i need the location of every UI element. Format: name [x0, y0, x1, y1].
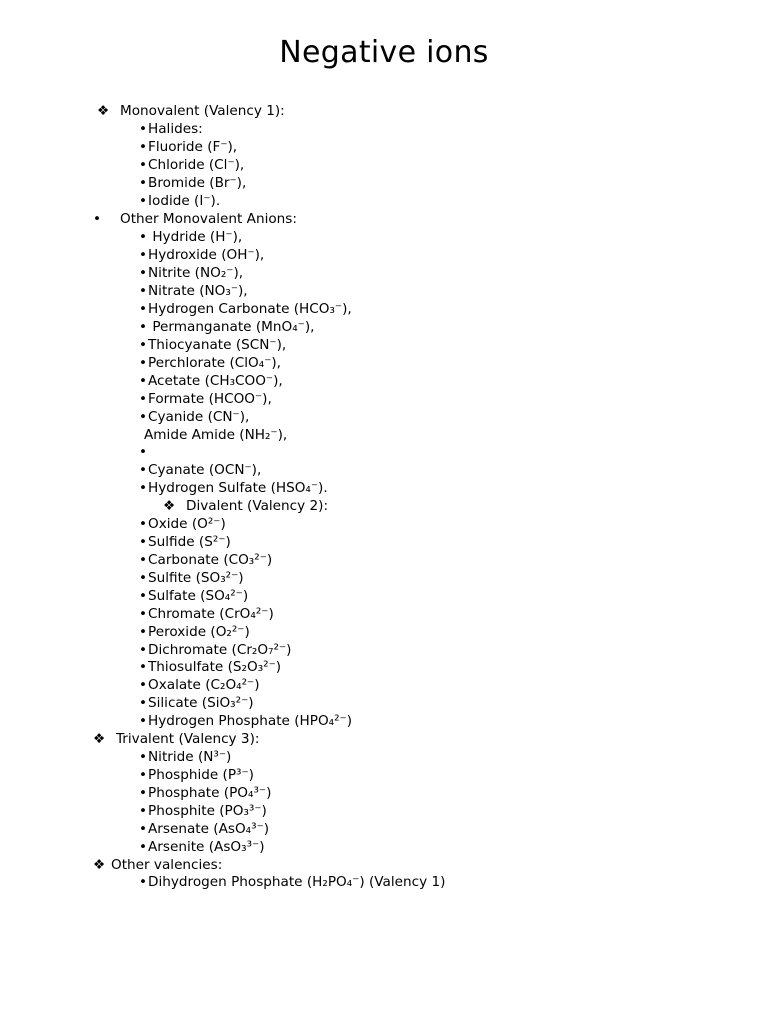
list-item: [139, 372, 283, 390]
list-item-text: Arsenate (AsO₄³⁻): [148, 821, 270, 837]
list-item: [139, 138, 237, 156]
list-item-text: Iodide (I⁻).: [148, 193, 221, 209]
list-item-text: Monovalent (Valency 1):: [120, 103, 285, 119]
bullet-icon: •: [139, 713, 148, 729]
bullet-icon: •: [139, 767, 148, 783]
bullet-icon: •: [139, 355, 148, 371]
list-item-text: Nitrite (NO₂⁻),: [148, 265, 244, 281]
list-item-text: Hydroxide (OH⁻),: [148, 247, 265, 263]
list-item: [139, 551, 272, 569]
list-item-text: Perchlorate (ClO₄⁻),: [148, 355, 282, 371]
list-item: [139, 766, 254, 784]
list-item: [139, 156, 244, 174]
bullet-icon: •: [139, 229, 148, 245]
list-item: [139, 192, 220, 210]
diamond-bullet-icon: ❖: [93, 857, 106, 873]
bullet-icon: •: [139, 480, 148, 496]
list-item-text: Trivalent (Valency 3):: [116, 731, 260, 747]
list-item-text: Hydrogen Phosphate (HPO₄²⁻): [148, 713, 353, 729]
bullet-icon: •: [139, 803, 148, 819]
list-item: [139, 426, 287, 444]
bullet-icon: •: [139, 283, 148, 299]
list-item-text: Carbonate (CO₃²⁻): [148, 552, 273, 568]
bullet-icon: •: [139, 659, 148, 675]
bullet-icon: •: [93, 211, 102, 227]
list-item: [139, 282, 248, 300]
list-item-text: Hydrogen Sulfate (HSO₄⁻).: [148, 480, 328, 496]
bullet-icon: •: [139, 121, 148, 137]
bullet-icon: •: [139, 642, 148, 658]
list-item-text: Nitrate (NO₃⁻),: [148, 283, 248, 299]
bullet-icon: •: [139, 319, 148, 335]
list-item: [139, 873, 445, 891]
bullet-icon: •: [139, 749, 148, 765]
list-item-text: Fluoride (F⁻),: [148, 139, 238, 155]
list-item: [139, 318, 314, 336]
list-item: [139, 676, 260, 694]
bullet-icon: •: [139, 157, 148, 173]
bullet-icon: •: [139, 516, 148, 532]
list-item-text: Other valencies:: [111, 857, 223, 873]
diamond-bullet-icon: ❖: [93, 731, 106, 747]
list-item-text: Cyanide (CN⁻),: [148, 409, 250, 425]
list-item-text: Oxalate (C₂O₄²⁻): [148, 677, 260, 693]
list-item-text: Other Monovalent Anions:: [120, 211, 297, 227]
list-item-text: Oxide (O²⁻): [148, 516, 226, 532]
list-item-text: Sulfate (SO₄²⁻): [148, 588, 249, 604]
list-item-text: Chloride (Cl⁻),: [148, 157, 245, 173]
list-item-text: Silicate (SiO₃²⁻): [148, 695, 254, 711]
list-item: [139, 623, 250, 641]
bullet-icon: •: [139, 552, 148, 568]
list-item-text: Formate (HCOO⁻),: [148, 391, 272, 407]
bullet-icon: •: [139, 606, 148, 622]
list-item: [139, 641, 291, 659]
bullet-icon: •: [139, 337, 148, 353]
bullet-icon: •: [139, 785, 148, 801]
list-item-text: Chromate (CrO₄²⁻): [148, 606, 274, 622]
list-item-text: Sulfite (SO₃²⁻): [148, 570, 244, 586]
bullet-icon: •: [139, 624, 148, 640]
list-item: [139, 694, 254, 712]
list-item-text: Cyanate (OCN⁻),: [148, 462, 262, 478]
list-item: [139, 408, 249, 426]
list-item-text: Nitride (N³⁻): [148, 749, 232, 765]
list-item: [139, 264, 243, 282]
list-item-text: Dichromate (Cr₂O₇²⁻): [148, 642, 292, 658]
bullet-icon: •: [139, 373, 148, 389]
list-item-text: Amide Amide (NH₂⁻),: [144, 427, 288, 443]
bullet-icon: •: [139, 409, 148, 425]
list-item: [139, 300, 352, 318]
list-item: [139, 587, 248, 605]
bullet-icon: •: [139, 265, 148, 281]
list-item: [163, 497, 328, 515]
list-item: [139, 533, 231, 551]
bullet-icon: •: [139, 193, 148, 209]
list-item-text: Thiosulfate (S₂O₃²⁻): [148, 659, 282, 675]
list-item: [139, 228, 242, 246]
bullet-icon: •: [139, 534, 148, 550]
list-item: [139, 712, 352, 730]
bullet-icon: •: [139, 391, 148, 407]
list-item-text: Acetate (CH₃COO⁻),: [148, 373, 283, 389]
bullet-icon: •: [139, 677, 148, 693]
bullet-icon: •: [139, 821, 148, 837]
list-item-text: Dihydrogen Phosphate (H₂PO₄⁻) (Valency 1): [148, 874, 446, 890]
list-item: [139, 120, 203, 138]
bullet-icon: •: [139, 247, 148, 263]
bullet-icon: •: [139, 874, 148, 890]
list-item-text: Phosphate (PO₄³⁻): [148, 785, 272, 801]
list-item: [139, 748, 231, 766]
list-item-text: Peroxide (O₂²⁻): [148, 624, 250, 640]
list-item-text: Permanganate (MnO₄⁻),: [148, 319, 315, 335]
list-item: [139, 838, 265, 856]
list-item: [139, 246, 264, 264]
list-item: [139, 658, 281, 676]
list-item-text: Divalent (Valency 2):: [186, 498, 329, 514]
diamond-bullet-icon: ❖: [163, 498, 176, 514]
list-item: [139, 569, 244, 587]
list-item-text: Hydrogen Carbonate (HCO₃⁻),: [148, 301, 352, 317]
list-item-text: Hydride (H⁻),: [148, 229, 243, 245]
list-item: [139, 802, 267, 820]
page-title: Negative ions: [279, 35, 489, 70]
list-item: [93, 210, 297, 228]
bullet-icon: •: [139, 301, 148, 317]
bullet-icon: •: [139, 175, 148, 191]
list-item: [139, 784, 271, 802]
bullet-icon: •: [139, 444, 148, 460]
list-item-text: Thiocyanate (SCN⁻),: [148, 337, 287, 353]
list-item-text: Phosphite (PO₃³⁻): [148, 803, 267, 819]
bullet-icon: •: [139, 695, 148, 711]
list-item-text: Halides:: [148, 121, 203, 137]
list-item: [139, 174, 246, 192]
list-item-text: Phosphide (P³⁻): [148, 767, 254, 783]
list-item: [139, 605, 274, 623]
list-item: [139, 461, 261, 479]
list-item-text: Arsenite (AsO₃³⁻): [148, 839, 265, 855]
list-item: [139, 354, 281, 372]
list-item: [93, 856, 222, 874]
list-item-text: Bromide (Br⁻),: [148, 175, 247, 191]
list-item: [97, 102, 285, 120]
bullet-icon: •: [139, 139, 148, 155]
list-item: [139, 390, 272, 408]
list-item: [139, 336, 286, 354]
list-item: [139, 479, 328, 497]
list-item: [139, 515, 226, 533]
list-item: [139, 820, 269, 838]
bullet-icon: •: [139, 588, 148, 604]
list-item: [139, 443, 148, 461]
list-item-text: Sulfide (S²⁻): [148, 534, 231, 550]
bullet-icon: •: [139, 462, 148, 478]
diamond-bullet-icon: ❖: [97, 103, 110, 119]
bullet-icon: •: [139, 570, 148, 586]
list-item: [93, 730, 259, 748]
bullet-icon: •: [139, 839, 148, 855]
